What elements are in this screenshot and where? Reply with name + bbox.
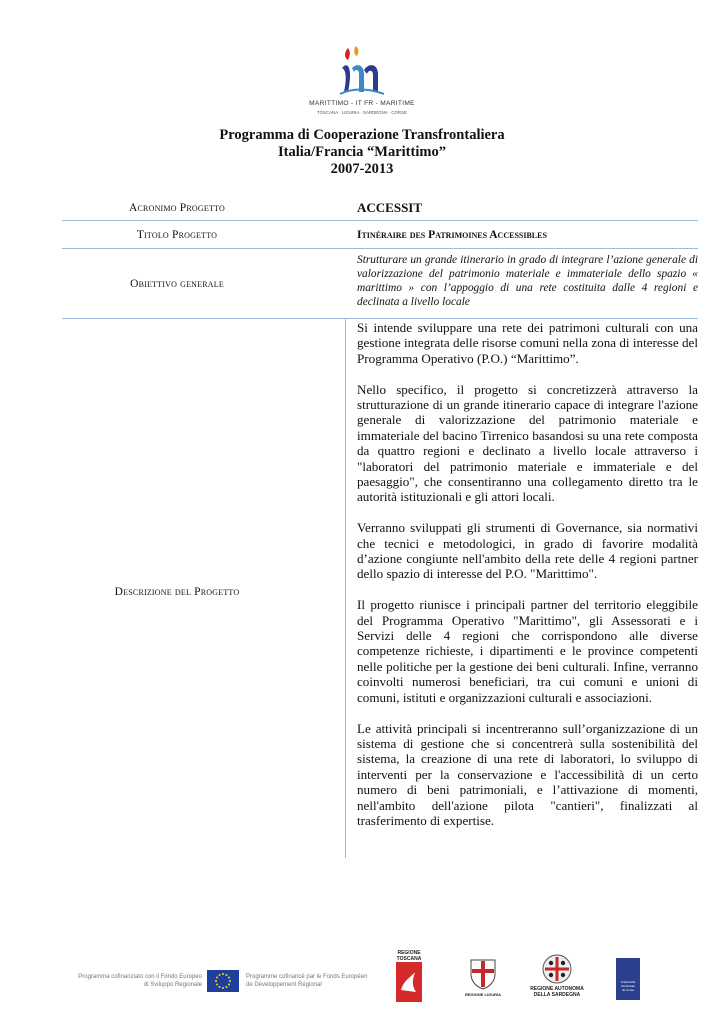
logo-title: MARITTIMO - IT FR - MARITIME [309, 100, 415, 107]
sardegna-logo: REGIONE AUTONOMA DELLA SARDEGNA [526, 954, 588, 998]
programme-title-line2: Italia/Francia “Marittimo” [278, 144, 446, 160]
liguria-logo: REGIONE LIGURIA [462, 958, 504, 997]
description-paragraph: Nello specifico, il progetto si concretizzerà attraverso la strutturazione di un grande itinerario capace di integrare l'azione generale di valorizzazione del patrimonio materiale e immateriale del bacino Tirrenico basandosi su una rete composta da quattro regioni e declinato a livello locale attraverso i "laboratori del patrimonio materiale e immateriale e del paesaggio", che consentiranno una collegamento diretto tra le autorità istituzionali e gli attori locali. [357, 381, 698, 505]
marittimo-logo [300, 40, 424, 120]
programme-title-line1: Programma di Cooperazione Transfrontaliera [219, 127, 505, 143]
description-label: Descrizione del Progetto [114, 586, 240, 598]
objective-label: Obiettivo generale [130, 278, 224, 290]
description-paragraph: Il progetto riunisce i principali partner del territorio eleggibile del Programma Operativo "Marittimo", gli Assessorati e i Servizi delle 4 regioni che corrispondono alle diverse competenze richieste, i dipartimenti e le province competenti nelle politiche per la gestione dei beni culturali. Infine, verranno coinvolti numerosi beneficiari, tra cui comuni e unioni di comuni, istituti e organizzazioni culturali e associazioni. [357, 597, 698, 705]
description-paragraph: Si intende sviluppare una rete dei patrimoni culturali con una gestione integrata delle risorse comuni nella zona di interesse del Programma Operativo (P.O.) “Marittimo”. [357, 320, 698, 366]
description-paragraph: Le attività principali si incentreranno sull’organizzazione di un sistema di gestione che si concentrerà sulla sostenibilità del sistema, la creazione di una rete di laboratori, lo sviluppo di interventi per la conservazione e l'accessibilità di un certo numero di beni patrimoniali, e l’attivazione di momenti, nell'ambito dell'azione pilota "cantieri", finalizzati al trasferimento di expertise. [357, 720, 698, 828]
objective-value: Strutturare un grande itinerario in grado di integrare l’azione generale di valorizzazione del patrimonio materiale e immateriale dello spazio « marittimo » con l’appoggio di una rete costituita dalle 4 regioni e declinata a livello locale [357, 254, 698, 308]
eu-flag-icon [207, 970, 239, 992]
acronym-label: Acronimo Progetto [129, 202, 225, 214]
footer-it-text: Programma cofinanziato con il Fondo Europeo di Sviluppo Regionale [78, 974, 202, 988]
corse-logo: Collectivité Territoriale de Corse [616, 958, 640, 1000]
programme-title [0, 127, 724, 178]
row-divider [62, 318, 698, 319]
liguria-crest-icon [469, 958, 497, 990]
row-divider [62, 248, 698, 249]
row-divider [62, 220, 698, 221]
footer-fr-text: Programme cofinancé par le Fonds Européen de Développement Régional [246, 974, 368, 988]
description-paragraph: Verranno sviluppati gli strumenti di Governance, sia normativi che tecnici e metodologici, in grado di favorire modalità d’azione congiunte nell'ambito della rete delle 4 regioni partner dello spazio di interesse del P.O. "Marittimo". [357, 520, 698, 582]
title-label: Titolo Progetto [136, 229, 218, 241]
eu-stars-icon [207, 970, 239, 992]
description-body [357, 320, 698, 844]
acronym-value: ACCESSIT [357, 200, 423, 215]
sardegna-crest-icon [542, 954, 572, 984]
marittimo-logo-icon [338, 44, 386, 96]
footer-logos [0, 950, 724, 1010]
column-divider [345, 318, 346, 858]
toscana-logo: REGIONE TOSCANA [394, 950, 424, 1004]
title-value: Itinéraire des Patrimoines Accessibles [357, 229, 547, 241]
toscana-pegasus-icon [396, 962, 422, 1002]
programme-title-line3: 2007-2013 [330, 161, 394, 177]
logo-regions: TOSCANA · LIGURIA · SARDEGNA · CORSE [317, 110, 407, 115]
